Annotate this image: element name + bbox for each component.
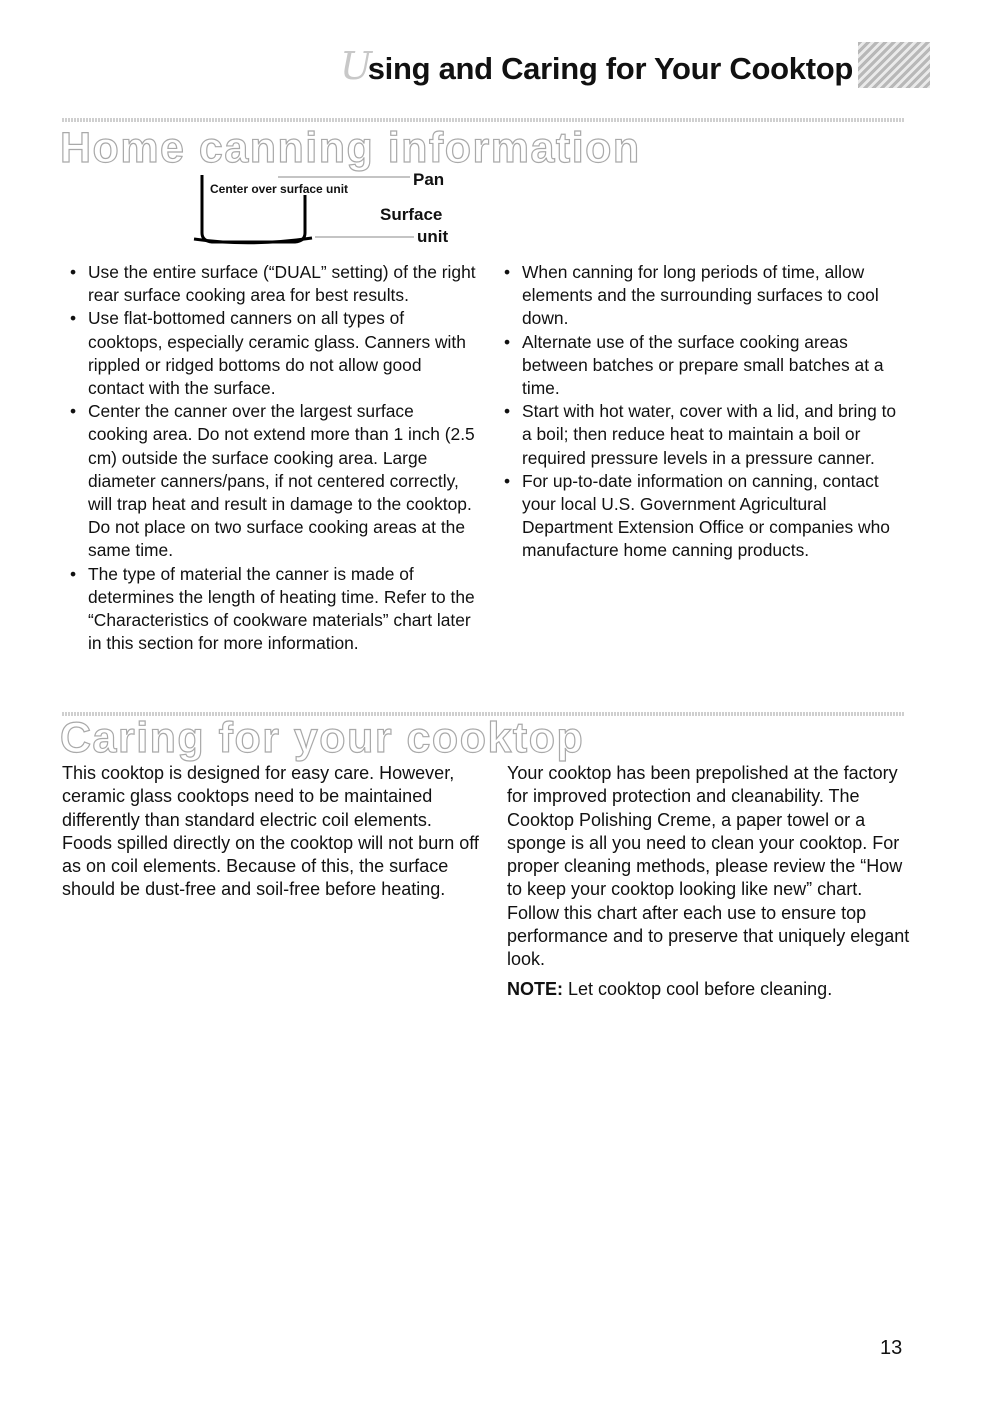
list-item-text: The type of material the canner is made of determines the length of heating time. Refer to the “Characteristics of cookware materials” chart later in this section for more information. xyxy=(88,563,475,654)
list-item-text: When canning for long periods of time, allow elements and the surrounding surfaces to cool down. xyxy=(522,262,879,329)
canning-left-column xyxy=(66,261,476,655)
caring-right-column xyxy=(507,762,912,1007)
note-label: NOTE: xyxy=(507,978,563,999)
diagram-label-pan: Pan xyxy=(413,170,445,189)
list-item xyxy=(66,563,476,656)
bullet-icon: • xyxy=(504,331,511,352)
page-number: 13 xyxy=(880,1337,903,1359)
list-item-text: Alternate use of the surface cooking areas between batches or prepare small batches at a time. xyxy=(522,331,884,399)
header-title xyxy=(340,44,853,88)
header-decoration-box xyxy=(858,42,930,88)
caring-intro-paragraph: This cooktop is designed for easy care. However, ceramic glass cooktops need to be maintained differently than standard electric coil elements. Foods spilled directly on the cooktop will not burn off as on coil elements. Because of this, the surface should be dust-free and soil-free before heating. xyxy=(62,763,479,900)
list-item xyxy=(500,261,910,331)
bullet-icon: • xyxy=(70,563,77,584)
list-item-text: For up-to-date information on canning, contact your local U.S. Government Agricultural Department Extension Office or companies who manufacture home canning products. xyxy=(522,470,890,561)
section-title-caring: Caring for your cooktop xyxy=(60,714,585,762)
canning-right-list xyxy=(500,261,910,563)
page-header xyxy=(0,28,987,98)
caring-left-column xyxy=(62,762,482,908)
bullet-icon: • xyxy=(70,401,77,422)
diagram-label-unit: unit xyxy=(417,227,449,246)
bullet-icon: • xyxy=(504,470,511,491)
list-item-text: Center the canner over the largest surface cooking area. Do not extend more than 1 inch (2.5 cm) outside the surface cooking area. Large diameter canners/pans, if not centered correctly, will trap heat and result in damage to the cooktop. Do not place on two surface cooking areas at the same time. xyxy=(88,401,475,561)
bullet-icon: • xyxy=(504,401,511,422)
bullet-icon: • xyxy=(70,262,77,282)
bullet-icon: • xyxy=(504,262,511,282)
canning-right-column xyxy=(500,261,910,563)
list-item xyxy=(500,400,910,470)
diagram-label-surface: Surface xyxy=(380,205,443,224)
list-item-text: Start with hot water, cover with a lid, and bring to a boil; then reduce heat to maintain a boil or required pressure levels in a pressure canner. xyxy=(522,401,897,468)
list-item xyxy=(66,261,476,307)
section-divider xyxy=(62,118,904,122)
bullet-icon: • xyxy=(70,308,77,329)
note-text: Let cooktop cool before cleaning. xyxy=(568,978,833,999)
header-title-text: sing and Caring for Your Cooktop xyxy=(367,51,853,86)
header-title-initial: U xyxy=(340,44,372,88)
list-item xyxy=(66,400,476,562)
diagram-label-center: Center over surface unit xyxy=(210,182,349,196)
list-item xyxy=(66,307,476,400)
list-item-text: Use flat-bottomed canners on all types of cooktops, especially ceramic glass. Canners with rippled or ridged bottoms do not allow good contact with the surface. xyxy=(88,308,466,399)
canning-left-list xyxy=(66,261,476,655)
caring-note xyxy=(507,978,912,1001)
list-item xyxy=(500,331,910,401)
caring-polish-paragraph: Your cooktop has been prepolished at the factory for improved protection and cleanability. The Cooktop Polishing Creme, a paper towel or a sponge is all you need to clean your cooktop. For proper cleaning methods, please review the “How to keep your cooktop looking like new” chart. Follow this chart after each use to ensure top performance and to preserve that uniquely elegant look. xyxy=(507,763,910,970)
list-item xyxy=(500,470,910,563)
list-item-text: Use the entire surface (“DUAL” setting) of the right rear surface cooking area for best results. xyxy=(88,262,476,306)
canner-diagram xyxy=(190,165,460,255)
section-title-home-canning: Home canning information xyxy=(60,124,641,172)
